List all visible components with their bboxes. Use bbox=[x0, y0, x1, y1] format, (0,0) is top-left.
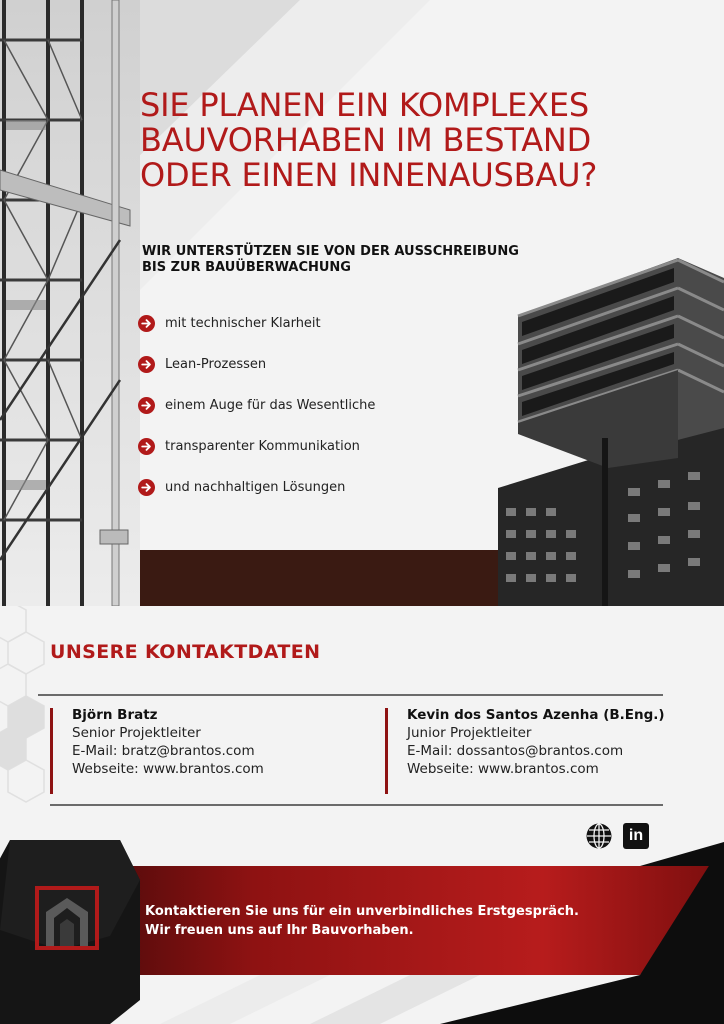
accent-bar bbox=[50, 708, 53, 794]
divider-top bbox=[38, 694, 663, 696]
logo-hexagon bbox=[0, 840, 140, 1024]
headline-line: SIE PLANEN EIN KOMPLEXES bbox=[140, 86, 589, 124]
contact-role: Junior Projektleiter bbox=[407, 725, 532, 741]
headline-line: BAUVORHABEN IM BESTAND bbox=[140, 121, 592, 159]
contact-name: Kevin dos Santos Azenha (B.Eng.) bbox=[407, 707, 665, 723]
subheadline-line: WIR UNTERSTÜTZEN SIE VON DER AUSSCHREIBUNG bbox=[142, 244, 519, 259]
footer-line: Wir freuen uns auf Ihr Bauvorhaben. bbox=[145, 923, 414, 938]
subheadline-line: BIS ZUR BAUÜBERWACHUNG bbox=[142, 260, 351, 275]
benefit-item bbox=[138, 303, 375, 344]
building-image bbox=[498, 258, 724, 606]
benefit-label: einem Auge für das Wesentliche bbox=[165, 398, 376, 413]
globe-icon[interactable] bbox=[585, 822, 613, 850]
headline bbox=[140, 88, 660, 193]
benefit-label: mit technischer Klarheit bbox=[165, 316, 321, 331]
benefit-item bbox=[138, 426, 375, 467]
benefit-list bbox=[138, 303, 375, 508]
subheadline bbox=[142, 244, 612, 276]
scaffolding-image bbox=[0, 0, 140, 606]
footer-line: Kontaktieren Sie uns für ein unverbindliches Erstgespräch. bbox=[145, 904, 579, 919]
benefit-item bbox=[138, 467, 375, 508]
arrow-circle-icon bbox=[138, 438, 155, 455]
contact-section-title: UNSERE KONTAKTDATEN bbox=[50, 641, 321, 663]
benefit-label: transparenter Kommunikation bbox=[165, 439, 360, 454]
arrow-circle-icon bbox=[138, 479, 155, 496]
contact-website[interactable]: Webseite: www.brantos.com bbox=[407, 761, 599, 777]
arrow-circle-icon bbox=[138, 397, 155, 414]
benefit-item bbox=[138, 344, 375, 385]
contact-website[interactable]: Webseite: www.brantos.com bbox=[72, 761, 264, 777]
benefit-label: und nachhaltigen Lösungen bbox=[165, 480, 346, 495]
arrow-circle-icon bbox=[138, 356, 155, 373]
benefit-item bbox=[138, 385, 375, 426]
contact-name: Björn Bratz bbox=[72, 707, 158, 723]
headline-line: ODER EINEN INNENAUSBAU? bbox=[140, 156, 598, 194]
divider-bottom bbox=[50, 804, 663, 806]
linkedin-icon[interactable]: in bbox=[623, 823, 649, 849]
contact-email[interactable]: E-Mail: dossantos@brantos.com bbox=[407, 743, 624, 759]
contact-email[interactable]: E-Mail: bratz@brantos.com bbox=[72, 743, 255, 759]
contact-role: Senior Projektleiter bbox=[72, 725, 201, 741]
arrow-circle-icon bbox=[138, 315, 155, 332]
benefit-label: Lean-Prozessen bbox=[165, 357, 267, 372]
contact-details bbox=[72, 706, 264, 778]
footer-call-to-action bbox=[145, 902, 615, 940]
contact-details bbox=[407, 706, 665, 778]
accent-bar bbox=[385, 708, 388, 794]
